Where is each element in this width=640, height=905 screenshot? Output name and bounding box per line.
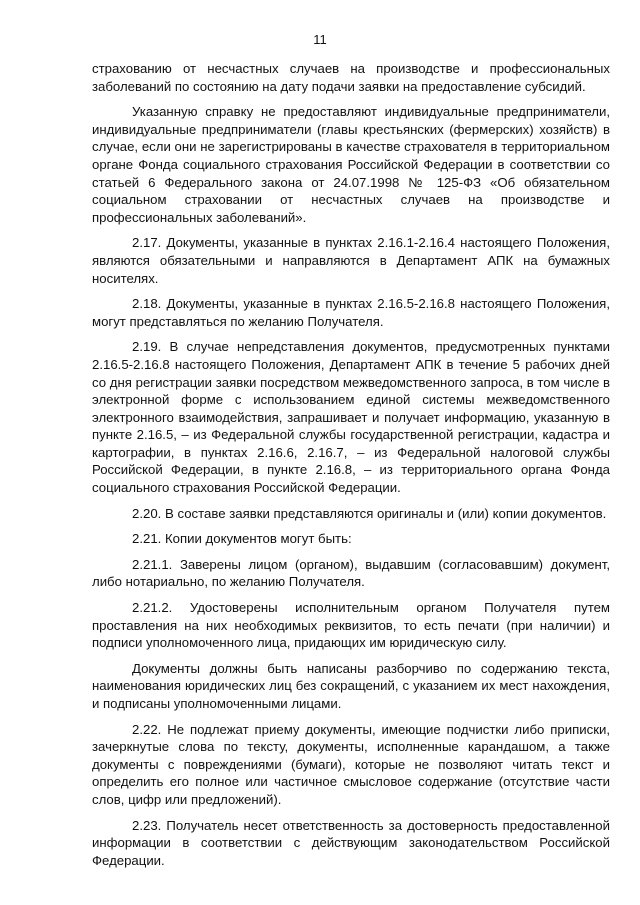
paragraph-2-18: 2.18. Документы, указанные в пунктах 2.16.5-2.16.8 настоящего Положения, могут представляться по желанию Получателя. (92, 296, 610, 329)
paragraph-2-17: 2.17. Документы, указанные в пунктах 2.16.1-2.16.4 настоящего Положения, являются обязательными и направляются в Департамент АПК на бумажных носителях. (92, 235, 610, 286)
document-body (92, 60, 610, 877)
paragraph-2-21: 2.21. Копии документов могут быть: (132, 531, 352, 547)
page-number: 11 (313, 32, 327, 47)
paragraph-2-20: 2.20. В составе заявки представляются оригиналы и (или) копии документов. (132, 505, 607, 521)
paragraph-2-23: 2.23. Получатель несет ответственность за достоверность предоставленной информации в соответствии с действующим законодательством Российской Федерации. (92, 817, 610, 868)
paragraph-documents-written: Документы должны быть написаны разборчиво по содержанию текста, наименования юридических лиц без сокращений, с указанием их мест нахождения, и подписаны уполномоченными лицами. (92, 660, 610, 711)
paragraph-2-21-1: 2.21.1. Заверены лицом (органом), выдавшим (согласовавшим) документ, либо нотариально, по желанию Получателя. (92, 556, 610, 590)
paragraph-2-21-2: 2.21.2. Удостоверены исполнительным органом Получателя путем проставления на них необходимых реквизитов, то есть печати (при наличии) и подписи уполномоченного лица, придающих им юридическую силу. (92, 600, 610, 651)
paragraph-2-19: 2.19. В случае непредставления документов, предусмотренных пунктами 2.16.5-2.16.8 настоящего Положения, Департамент АПК в течение 5 рабочих дней со дня регистрации заявки посредством межведомственного запроса, в том числе в электронной форме с использованием единой системы межведомственного электронного взаимодействия, запрашивает и получает информацию, указанную в пункте 2.16.5, – из Федеральной службы государственной регистрации, кадастра и картографии, в пунктах 2.16.6, 2.16.7, – из Федеральной налоговой службы Российской Федерации, в пункте 2.16.8, – из территориального органа Фонда социального страхования Российской Федерации. (92, 339, 610, 496)
paragraph-2-22: 2.22. Не подлежат приему документы, имеющие подчистки либо приписки, зачеркнутые слова по тексту, документы, исполненные карандашом, а также документы с повреждениями (бумаги), которые не позволяют читать текст и определить его полное или частичное смысловое содержание (отсутствие части слов, цифр или предложений). (92, 721, 610, 807)
paragraph-continuation: страхованию от несчастных случаев на производстве и профессиональных заболеваний по состоянию на дату подачи заявки на предоставление субсидий. (92, 61, 610, 94)
paragraph-spravka: Указанную справку не предоставляют индивидуальные предприниматели, индивидуальные предприниматели (главы крестьянских (фермерских) хозяйств) в случае, если они не зарегистрированы в качестве страхователя в территориальном органе Фонда социального страхования Российской Федерации в соответствии со статьей 6 Федерального закона от 24.07.1998 № 125-ФЗ «Об обязательном социальном страховании от несчастных случаев на производстве и профессиональных заболеваний». (92, 104, 610, 225)
